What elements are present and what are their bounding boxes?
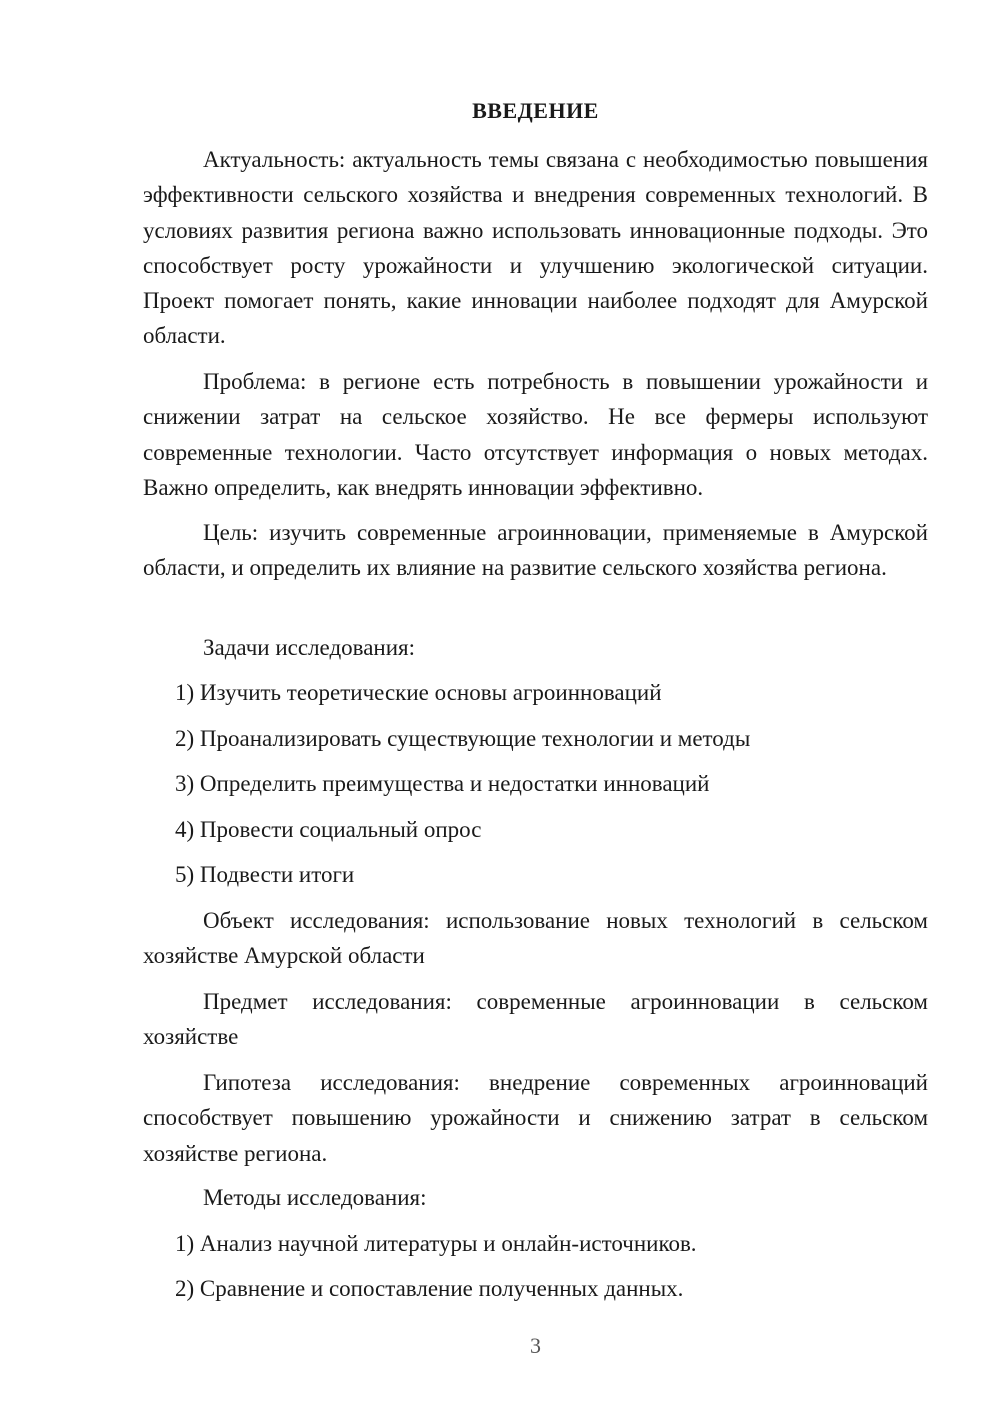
hypothesis-paragraph: Гипотеза исследования: внедрение современных агроинноваций способствует повышению урожайности и снижению затрат в сельском хозяйстве региона. [143, 1070, 928, 1166]
task-item-2: 2) Проанализировать существующие технологии и методы [175, 726, 751, 751]
goal-paragraph: Цель: изучить современные агроинновации, применяемые в Амурской области, и определить их влияние на развитие сельского хозяйства региона. [143, 520, 928, 581]
page-number: 3 [530, 1333, 541, 1358]
problem-paragraph: Проблема: в регионе есть потребность в повышении урожайности и снижении затрат на сельское хозяйство. Не все фермеры используют современные технологии. Часто отсутствует информация о новых методах. Важно определить, как внедрять инновации эффективно. [143, 369, 928, 500]
task-item-1: 1) Изучить теоретические основы агроинноваций [175, 680, 662, 705]
relevance-paragraph: Актуальность: актуальность темы связана с необходимостью повышения эффективности сельского хозяйства и внедрения современных технологий. В условиях развития региона важно использовать инновационные подходы. Это способствует росту урожайности и улучшению экологической ситуации. Проект помогает понять, какие инновации наиболее подходят для Амурской области. [143, 147, 928, 349]
tasks-heading: Задачи исследования: [203, 635, 416, 660]
task-item-3: 3) Определить преимущества и недостатки инноваций [175, 771, 710, 796]
task-item-5: 5) Подвести итоги [175, 862, 355, 887]
methods-heading: Методы исследования: [203, 1185, 427, 1210]
method-item-2: 2) Сравнение и сопоставление полученных данных. [175, 1276, 684, 1301]
subject-paragraph: Предмет исследования: современные агроинновации в сельском хозяйстве [143, 989, 928, 1050]
document-page [143, 0, 928, 1414]
task-item-4: 4) Провести социальный опрос [175, 817, 482, 842]
object-paragraph: Объект исследования: использование новых технологий в сельском хозяйстве Амурской области [143, 908, 928, 969]
section-title: ВВЕДЕНИЕ [472, 98, 599, 123]
method-item-1: 1) Анализ научной литературы и онлайн-источников. [175, 1231, 697, 1256]
